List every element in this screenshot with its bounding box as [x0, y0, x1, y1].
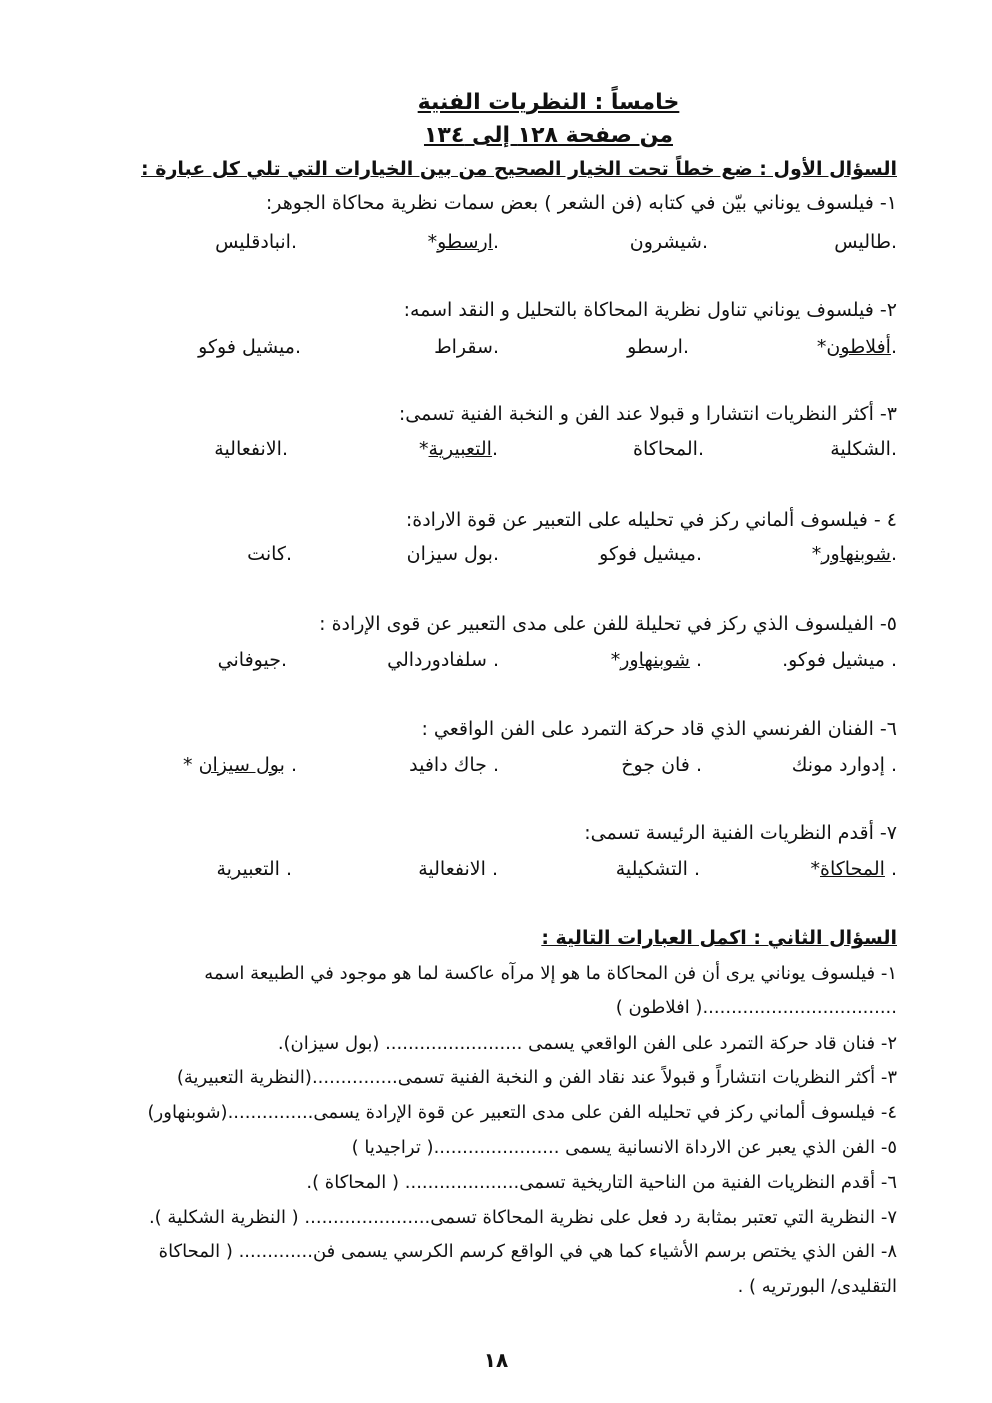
answer-option-correct: .أفلاطون* — [816, 336, 897, 358]
option-text: سلفادوردالي — [387, 649, 487, 671]
correct-answer-underlined: المحاكاة — [820, 858, 885, 880]
question-item-stem: ٦- الفنان الفرنسي الذي قاد حركة التمرد على الفن الواقعي : — [421, 718, 897, 740]
option-text: فان جوخ — [621, 754, 690, 776]
completion-line: ٣- أكثر النظريات انتشاراً و قبولاً عند نقاد الفن و النخبة الفنية تسمى...............(النظرية التعبيرية) — [176, 1067, 897, 1088]
answer-option: .الانفعالية — [214, 438, 288, 460]
completion-line: ٤- فيلسوف ألماني ركز في تحليله الفن على مدى التعبير عن قوة الإرادة يسمى...............(شوبنهاور) — [147, 1102, 897, 1123]
option-text: ميشيل فوكو. — [782, 649, 885, 671]
option-text: شيشرون — [629, 231, 702, 253]
answer-option: .طاليس — [834, 231, 897, 253]
question-item-stem: ٥- الفيلسوف الذي ركز في تحليلة للفن على مدى التعبير عن قوى الإرادة : — [319, 613, 897, 635]
option-text: جيوفاني — [217, 649, 281, 671]
answer-option: .ارسطو — [627, 336, 689, 358]
page-title: خامساً : النظريات الفنية — [417, 90, 680, 115]
completion-line: ..................................( افلاطون ) — [615, 997, 897, 1018]
answer-option: .شيشرون — [629, 231, 708, 253]
correct-answer-underlined: التعبيرية — [428, 438, 492, 460]
option-text: المحاكاة — [633, 438, 698, 460]
option-text: الانفعالية — [214, 438, 282, 460]
question-1-heading: السؤال الأول : ضع خطاً تحت الخيار الصحيح من بين الخيارات التي تلي كل عبارة : — [141, 158, 897, 180]
page-number: ١٨ — [483, 1348, 509, 1372]
completion-line: ١- فيلسوف يوناني يرى أن فن المحاكاة ما هو إلا مرآه عاكسة لما هو موجود في الطبيعة اسمه — [204, 963, 897, 984]
option-text: الشكلية — [830, 438, 891, 460]
correct-answer-underlined: أفلاطون — [826, 336, 891, 358]
answer-option: . التشكيلية — [615, 858, 700, 880]
completion-line: ٦- أقدم النظريات الفنية من الناحية التاريخية تسمى.................... ( المحاكاة ). — [306, 1172, 897, 1193]
answer-option: . التعبيرية — [216, 858, 292, 880]
answer-option: . ميشيل فوكو. — [782, 649, 897, 671]
correct-answer-underlined: شوبنهاور — [821, 543, 891, 565]
question-item-stem: ٤ - فيلسوف ألماني ركز في تحليله على التعبير عن قوة الارادة: — [405, 509, 897, 531]
answer-option-correct: . شوبنهاور* — [610, 649, 702, 671]
answer-option: .سقراط — [434, 336, 499, 358]
option-text: ارسطو — [627, 336, 683, 358]
completion-line: التقليدى/ البورتريه ) . — [737, 1276, 897, 1297]
option-text: ميشيل فوكو — [198, 336, 295, 358]
completion-line: ٧- النظرية التي تعتبر بمثابة رد فعل على نظرية المحاكاة تسمى...................... ( النظرية الشكلية ). — [148, 1207, 897, 1228]
question-2-heading: السؤال الثاني : اكمل العبارات التالية : — [541, 927, 897, 949]
answer-option: .انبادقليس — [215, 231, 297, 253]
answer-option: . جاك دافيد — [409, 754, 499, 776]
correct-answer-underlined: شوبنهاور — [620, 649, 690, 671]
answer-option: .المحاكاة — [633, 438, 704, 460]
option-text: إدوارد مونك — [791, 754, 885, 776]
correct-answer-underlined: ارسطو — [437, 231, 493, 253]
question-item-stem: ١- فيلسوف يوناني بيّن في كتابه (فن الشعر ) بعض سمات نظرية محاكاة الجوهر: — [265, 192, 897, 214]
option-text: سقراط — [434, 336, 493, 358]
option-text: ميشيل فوكو — [599, 543, 696, 565]
answer-option: . الانفعالية — [418, 858, 498, 880]
completion-line: ٢- فنان قاد حركة التمرد على الفن الواقعي يسمى ........................ (بول سيزان). — [277, 1033, 897, 1054]
answer-option-correct: . المحاكاة* — [810, 858, 897, 880]
answer-option: .كانت — [247, 543, 292, 565]
option-text: التعبيرية — [216, 858, 280, 880]
answer-option-correct: .ارسطو* — [427, 231, 499, 253]
answer-option: .ميشيل فوكو — [599, 543, 702, 565]
answer-option-correct: .التعبيرية* — [419, 438, 498, 460]
question-item-stem: ٢- فيلسوف يوناني تناول نظرية المحاكاة بالتحليل و النقد اسمه: — [403, 299, 897, 321]
answer-option: . فان جوخ — [621, 754, 702, 776]
completion-line: ٨- الفن الذي يختص برسم الأشياء كما هي في الواقع كرسم الكرسي يسمى فن............. ( المحاكاة — [158, 1241, 897, 1262]
answer-option: .ميشيل فوكو — [198, 336, 301, 358]
answer-option-correct: .شوبنهاور* — [811, 543, 897, 565]
option-text: جاك دافيد — [409, 754, 487, 776]
option-text: الانفعالية — [418, 858, 486, 880]
correct-answer-underlined: بول سيزان — [198, 754, 285, 776]
option-text: طاليس — [834, 231, 891, 253]
answer-option: .الشكلية — [830, 438, 897, 460]
answer-option: .جيوفاني — [217, 649, 287, 671]
answer-option: . إدوارد مونك — [791, 754, 897, 776]
page-subtitle: من صفحة ١٢٨ إلى ١٣٤ — [423, 123, 673, 148]
option-text: بول سيزان — [406, 543, 493, 565]
option-text: التشكيلية — [615, 858, 688, 880]
answer-option: .بول سيزان — [406, 543, 499, 565]
option-text: كانت — [247, 543, 286, 565]
question-item-stem: ٧- أقدم النظريات الفنية الرئيسة تسمى: — [584, 822, 897, 844]
question-item-stem: ٣- أكثر النظريات انتشارا و قبولا عند الفن و النخبة الفنية تسمى: — [398, 403, 897, 425]
answer-option-correct: . بول سيزان * — [183, 754, 297, 776]
completion-line: ٥- الفن الذي يعبر عن الارداة الانسانية يسمى ......................( تراجيديا ) — [351, 1137, 897, 1158]
answer-option: . سلفادوردالي — [387, 649, 499, 671]
option-text: انبادقليس — [215, 231, 291, 253]
